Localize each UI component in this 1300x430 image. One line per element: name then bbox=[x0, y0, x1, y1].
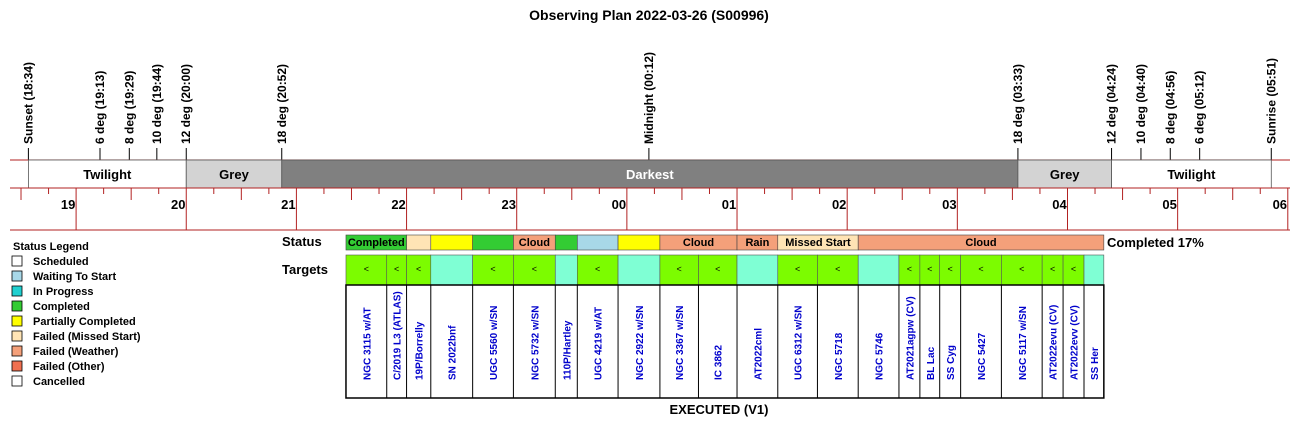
status-row bbox=[346, 235, 1104, 250]
target-name: NGC 5732 w/SN bbox=[530, 305, 542, 380]
target-mark: < bbox=[1049, 264, 1056, 274]
status-row-label: Status bbox=[282, 234, 322, 249]
hour-label: 05 bbox=[1162, 197, 1177, 212]
targets-row bbox=[346, 255, 1104, 285]
target-name: BL Lac bbox=[925, 346, 937, 380]
target-mark: < bbox=[794, 264, 801, 274]
target-block bbox=[858, 255, 899, 285]
target-name: SS Her bbox=[1089, 347, 1101, 380]
status-legend bbox=[12, 241, 141, 388]
target-name: NGC 5427 bbox=[977, 332, 989, 380]
target-mark: < bbox=[531, 264, 537, 274]
legend-item-label: Cancelled bbox=[33, 376, 85, 388]
status-segment-label: Rain bbox=[745, 237, 770, 249]
target-block bbox=[1084, 255, 1104, 285]
target-name: 110P/Hartley bbox=[562, 320, 574, 380]
target-mark: < bbox=[676, 264, 682, 274]
target-mark: < bbox=[416, 264, 422, 274]
target-name: AT2022evv (CV) bbox=[1069, 305, 1081, 380]
legend-swatch bbox=[12, 301, 22, 311]
hour-label: 22 bbox=[391, 197, 406, 212]
target-mark: < bbox=[490, 264, 496, 274]
status-segment-label: Missed Start bbox=[785, 237, 851, 249]
band-label: Darkest bbox=[625, 167, 674, 182]
band-label: Grey bbox=[1049, 167, 1080, 182]
targets-row-label: Targets bbox=[282, 262, 328, 277]
legend-item-label: Failed (Other) bbox=[33, 361, 105, 373]
target-mark: < bbox=[394, 264, 400, 274]
hour-ticks bbox=[21, 188, 1288, 230]
target-name: NGC 5117 w/SN bbox=[1017, 306, 1029, 380]
legend-swatch bbox=[12, 271, 22, 281]
completion-label: Completed 17% bbox=[1107, 235, 1204, 250]
target-name: UGC 6312 w/SN bbox=[793, 305, 805, 380]
target-mark: < bbox=[1019, 264, 1025, 274]
status-segment bbox=[407, 235, 431, 250]
target-mark: < bbox=[906, 264, 913, 274]
target-mark: < bbox=[1070, 264, 1077, 274]
hour-label: 20 bbox=[171, 197, 186, 212]
target-name: SN 2022bnf bbox=[447, 325, 459, 380]
footer-label: EXECUTED (V1) bbox=[669, 402, 769, 417]
target-name: UGC 4219 w/AT bbox=[593, 306, 605, 380]
legend-swatch bbox=[12, 331, 22, 341]
status-segment-label: Cloud bbox=[518, 237, 550, 249]
target-block bbox=[431, 255, 473, 285]
hour-label: 02 bbox=[831, 197, 847, 212]
band-label: Twilight bbox=[1167, 167, 1216, 182]
target-name: NGC 3367 w/SN bbox=[675, 305, 687, 380]
target-name: NGC 5746 bbox=[874, 332, 886, 380]
hour-label: 01 bbox=[721, 197, 737, 212]
target-mark: < bbox=[978, 264, 984, 274]
status-segment bbox=[431, 235, 473, 250]
target-name: AT2021agpw (CV) bbox=[905, 296, 917, 380]
chart-title: Observing Plan 2022-03-26 (S00996) bbox=[529, 7, 769, 23]
event-label: Sunrise (05:51) bbox=[1264, 57, 1279, 144]
legend-item-label: Waiting To Start bbox=[33, 271, 117, 283]
target-name: NGC 3115 w/AT bbox=[362, 307, 374, 380]
legend-swatch bbox=[12, 346, 22, 356]
targets-frame bbox=[346, 285, 1104, 398]
event-label: 8 deg (04:56) bbox=[1163, 70, 1178, 144]
event-label: 12 deg (20:00) bbox=[179, 63, 194, 144]
status-segment-label: Completed bbox=[347, 237, 405, 249]
target-name: NGC 2922 w/SN bbox=[634, 305, 646, 380]
band-label: Grey bbox=[219, 167, 249, 182]
legend-swatch bbox=[12, 316, 22, 326]
twilight-events bbox=[21, 52, 1278, 160]
target-name: NGC 5718 bbox=[833, 332, 845, 380]
target-name: IC 3862 bbox=[713, 344, 725, 380]
status-segment-label: Cloud bbox=[965, 237, 997, 249]
status-segment bbox=[577, 235, 618, 250]
target-block bbox=[618, 255, 660, 285]
target-mark: < bbox=[947, 264, 953, 274]
event-label: 10 deg (04:40) bbox=[1133, 63, 1148, 144]
hour-label: 00 bbox=[611, 197, 627, 212]
hour-label: 03 bbox=[942, 197, 957, 212]
status-segment bbox=[555, 235, 577, 250]
event-label: 8 deg (19:29) bbox=[122, 70, 137, 144]
legend-swatch bbox=[12, 361, 22, 371]
target-mark: < bbox=[363, 264, 369, 274]
status-segment-label: Cloud bbox=[682, 237, 715, 249]
target-mark: < bbox=[715, 264, 721, 274]
event-label: 6 deg (19:13) bbox=[92, 70, 107, 144]
target-block bbox=[555, 255, 577, 285]
event-label: 10 deg (19:44) bbox=[149, 63, 164, 144]
status-segment bbox=[618, 235, 660, 250]
event-label: Midnight (00:12) bbox=[641, 52, 656, 144]
status-segment bbox=[473, 235, 514, 250]
band-label: Twilight bbox=[83, 167, 132, 182]
target-names bbox=[362, 285, 1101, 398]
legend-item-label: Scheduled bbox=[33, 256, 89, 268]
target-name: SS Cyg bbox=[946, 344, 958, 380]
target-name: AT2022evu (CV) bbox=[1048, 304, 1060, 380]
event-label: 12 deg (04:24) bbox=[1104, 63, 1119, 144]
hour-label: 23 bbox=[501, 197, 516, 212]
legend-item-label: Failed (Missed Start) bbox=[33, 331, 141, 343]
hour-label: 21 bbox=[281, 197, 296, 212]
legend-title: Status Legend bbox=[13, 241, 89, 253]
target-name: 19P/Borrelly bbox=[414, 321, 426, 380]
sky-bands bbox=[28, 160, 1271, 188]
event-label: Sunset (18:34) bbox=[21, 61, 36, 144]
event-label: 6 deg (05:12) bbox=[1192, 70, 1207, 144]
legend-item-label: Failed (Weather) bbox=[33, 346, 119, 358]
event-label: 18 deg (20:52) bbox=[274, 63, 289, 144]
target-mark: < bbox=[927, 264, 933, 274]
legend-swatch bbox=[12, 286, 22, 296]
target-name: UGC 5560 w/SN bbox=[489, 305, 501, 380]
legend-item-label: Completed bbox=[33, 301, 90, 313]
legend-item-label: In Progress bbox=[33, 286, 94, 298]
target-block bbox=[737, 255, 778, 285]
legend-swatch bbox=[12, 376, 22, 386]
hour-label: 06 bbox=[1272, 197, 1288, 212]
event-label: 18 deg (03:33) bbox=[1010, 63, 1025, 144]
hour-label: 04 bbox=[1052, 197, 1067, 212]
hour-label: 19 bbox=[60, 197, 76, 212]
legend-item-label: Partially Completed bbox=[33, 316, 136, 328]
target-mark: < bbox=[835, 264, 841, 274]
target-mark: < bbox=[595, 264, 601, 274]
target-name: AT2022cml bbox=[753, 327, 765, 380]
legend-swatch bbox=[12, 256, 22, 266]
target-name: C/2019 L3 (ATLAS) bbox=[392, 291, 404, 380]
